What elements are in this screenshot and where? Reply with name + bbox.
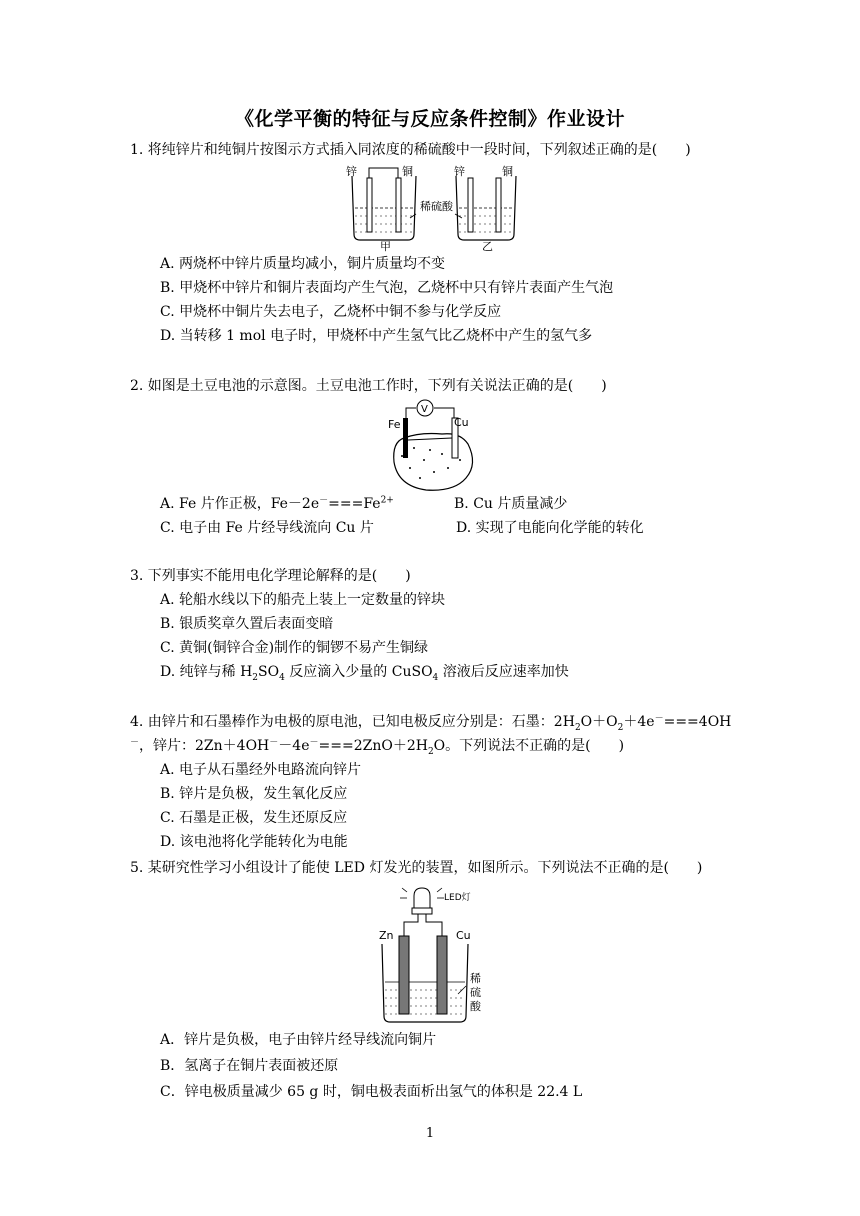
- question-1-option-b: B. 甲烧杯中锌片和铜片表面均产生气泡，乙烧杯中只有锌片表面产生气泡: [160, 280, 614, 296]
- page-title: 《化学平衡的特征与反应条件控制》作业设计: [234, 108, 625, 130]
- question-2-figure: [384, 398, 480, 494]
- fig1-cu-label-a: 铜: [402, 165, 413, 178]
- question-4-option-b: B. 锌片是负极，发生氧化反应: [160, 786, 348, 802]
- fig5-acid-label-2: 硫: [470, 986, 481, 999]
- fig5-cu-label: Cu: [456, 929, 471, 942]
- fig1-jia-label: 甲: [380, 240, 391, 253]
- question-3-option-a: A. 轮船水线以下的船壳上装上一定数量的锌块: [160, 592, 446, 608]
- fig1-acid-label: 稀硫酸: [420, 200, 453, 213]
- question-3-option-d: D. 纯锌与稀 $H_2SO_4$ 反应滴入少量的 CuSO$_4$ 溶液后反应速率加快: [160, 664, 569, 683]
- question-2-option-a: A. Fe 片作正极，$Fe-2e^-===Fe^{2+}$: [160, 495, 394, 512]
- fig5-led-label: LED灯: [444, 893, 471, 903]
- question-2-option-c: C. 电子由 Fe 片经导线流向 Cu 片: [160, 520, 374, 536]
- fig1-cu-label-b: 铜: [502, 165, 513, 178]
- question-5-stem: 5. 某研究性学习小组设计了能使 LED 灯发光的装置，如图所示。下列说法不正确的是( ): [130, 860, 703, 876]
- question-3-stem: 3. 下列事实不能用电化学理论解释的是( ): [130, 568, 411, 584]
- question-4-stem-line-1: 4. 由锌片和石墨棒作为电极的原电池，已知电极反应分别是：石墨：$2H_2O+O_2+4e^-===4OH$: [130, 713, 732, 733]
- question-5-option-b: B．氢离子在铜片表面被还原: [160, 1058, 339, 1074]
- fig5-acid-label-1: 稀: [470, 972, 481, 985]
- question-5-figure: [376, 884, 486, 1026]
- question-1-option-c: C. 甲烧杯中铜片失去电子，乙烧杯中铜不参与化学反应: [160, 304, 502, 320]
- fig1-zn-label-b: 锌: [454, 165, 465, 178]
- question-1-option-d: D. 当转移 1 mol 电子时，甲烧杯中产生氢气比乙烧杯中产生的氢气多: [160, 328, 593, 344]
- question-3-option-c: C. 黄铜(铜锌合金)制作的铜锣不易产生铜绿: [160, 640, 429, 656]
- question-1-figure: [340, 164, 520, 253]
- question-4-option-d: D. 该电池将化学能转化为电能: [160, 834, 348, 850]
- question-4-option-c: C. 石墨是正极，发生还原反应: [160, 810, 348, 826]
- question-1-option-a: A. 两烧杯中锌片质量均减小，铜片质量均不变: [160, 256, 446, 272]
- fig2-voltmeter-label: V: [421, 404, 428, 415]
- fig2-cu-label: Cu: [454, 416, 469, 429]
- question-2-stem: 2. 如图是土豆电池的示意图。土豆电池工作时，下列有关说法正确的是( ): [130, 378, 607, 394]
- question-4-option-a: A. 电子从石墨经外电路流向锌片: [160, 762, 362, 778]
- fig1-zn-label-a: 锌: [346, 165, 357, 178]
- fig5-zn-label: Zn: [379, 929, 394, 942]
- question-5-option-c: C．锌电极质量减少 65 g 时，铜电极表面析出氢气的体积是 22.4 L: [160, 1084, 583, 1100]
- question-2-option-b: B. Cu 片质量减少: [454, 496, 568, 512]
- question-2-option-d: D. 实现了电能向化学能的转化: [456, 520, 644, 536]
- fig1-yi-label: 乙: [482, 240, 493, 253]
- page-number: 1: [425, 1126, 435, 1141]
- fig5-acid-label-3: 酸: [470, 1000, 481, 1013]
- question-4-stem-line-2: －，锌片：$2Zn+4OH^--4e^-===2ZnO+2H_2O$。下列说法不正确的是( ): [130, 737, 625, 757]
- question-5-option-a: A．锌片是负极，电子由锌片经导线流向铜片: [160, 1032, 437, 1048]
- fig2-fe-label: Fe: [388, 418, 401, 431]
- question-3-option-b: B. 银质奖章久置后表面变暗: [160, 616, 334, 632]
- question-1-stem: 1. 将纯锌片和纯铜片按图示方式插入同浓度的稀硫酸中一段时间，下列叙述正确的是( ): [130, 142, 691, 158]
